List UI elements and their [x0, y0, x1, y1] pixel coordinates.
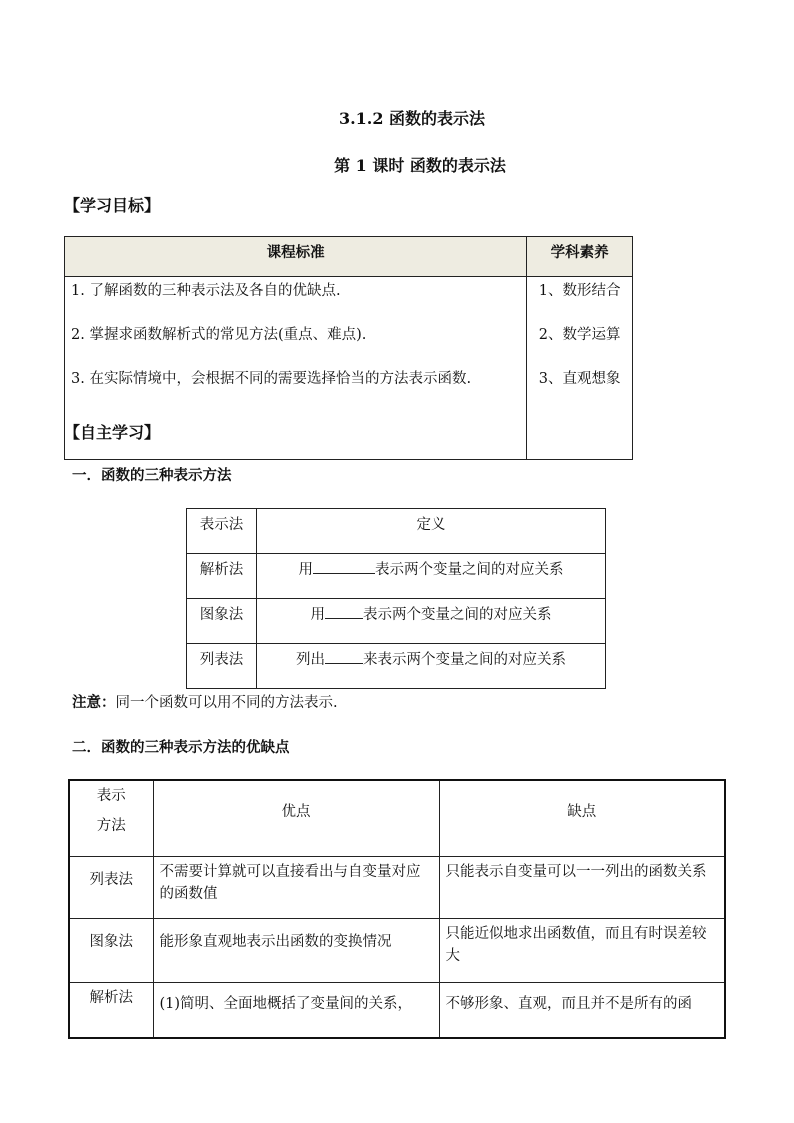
- method-name: 图象法: [69, 918, 153, 982]
- method-cons: 只能表示自变量可以一一列出的函数关系: [439, 856, 725, 918]
- literacy-item: 1、数形结合: [538, 283, 621, 299]
- method-name: 图象法: [187, 599, 257, 644]
- section-goals: 【学习目标】: [64, 196, 161, 215]
- method-name: 解析法: [69, 982, 153, 1038]
- definition-suffix: 表示两个变量之间的对应关系: [363, 607, 552, 623]
- methods-header-name: 表示法: [187, 509, 257, 554]
- standard-item: 1. 了解函数的三种表示法及各自的优缺点.: [71, 283, 341, 299]
- method-name: 列表法: [69, 856, 153, 918]
- method-pros: 能形象直观地表示出函数的变换情况: [153, 918, 439, 982]
- header-method: [69, 780, 153, 856]
- definition-prefix: 列出: [296, 652, 325, 668]
- method-name: 解析法: [187, 554, 257, 599]
- method-pros: 不需要计算就可以直接看出与自变量对应的函数值: [153, 856, 439, 918]
- section-self-study: 【自主学习】: [64, 423, 161, 442]
- method-cons: 不够形象、直观，而且并不是所有的函: [439, 982, 725, 1038]
- note-text: 同一个函数可以用不同的方法表示.: [115, 695, 338, 711]
- header-method-line2: 方法: [96, 818, 126, 834]
- methods-header-definition: 定义: [257, 509, 606, 554]
- method-definition: [257, 554, 606, 599]
- part2-heading: 二．函数的三种表示方法的优缺点: [72, 739, 290, 756]
- note: [72, 691, 338, 712]
- header-cons: 缺点: [439, 780, 725, 856]
- standard-item: 2. 掌握求函数解析式的常见方法(重点、难点).: [71, 327, 367, 343]
- method-cons: 只能近似地求出函数值，而且有时误差较大: [439, 918, 725, 982]
- method-definition: [257, 599, 606, 644]
- part1-heading: 一．函数的三种表示方法: [72, 467, 232, 484]
- pros-cons-table: [68, 779, 726, 1039]
- table-row: [187, 644, 606, 689]
- table-row: [187, 599, 606, 644]
- method-name: 列表法: [187, 644, 257, 689]
- table-row: [187, 554, 606, 599]
- table-row: [69, 856, 725, 918]
- header-pros: 优点: [153, 780, 439, 856]
- method-pros: (1)简明、全面地概括了变量间的关系，: [153, 982, 439, 1038]
- definition-prefix: 用: [298, 562, 313, 578]
- fill-blank[interactable]: [325, 649, 363, 664]
- definition-suffix: 表示两个变量之间的对应关系: [375, 562, 564, 578]
- definition-prefix: 用: [310, 607, 325, 623]
- table-row: [69, 982, 725, 1038]
- goals-literacy-cell: [527, 277, 633, 460]
- literacy-item: 2、数学运算: [538, 327, 621, 343]
- goals-header-literacy: 学科素养: [527, 237, 633, 277]
- header-method-line1: 表示: [96, 788, 126, 804]
- standard-item: 3. 在实际情境中，会根据不同的需要选择恰当的方法表示函数.: [71, 371, 472, 387]
- literacy-item: 3、直观想象: [538, 371, 621, 387]
- note-label: 注意：: [72, 694, 116, 711]
- definition-suffix: 来表示两个变量之间的对应关系: [363, 652, 566, 668]
- method-definition: [257, 644, 606, 689]
- table-row: [69, 918, 725, 982]
- page-title: 3.1.2 函数的表示法: [338, 109, 486, 128]
- page-subtitle: 第 1 课时 函数的表示法: [334, 156, 506, 175]
- fill-blank[interactable]: [325, 604, 363, 619]
- fill-blank[interactable]: [313, 559, 375, 574]
- goals-header-standard: 课程标准: [65, 237, 527, 277]
- methods-table: [186, 508, 606, 689]
